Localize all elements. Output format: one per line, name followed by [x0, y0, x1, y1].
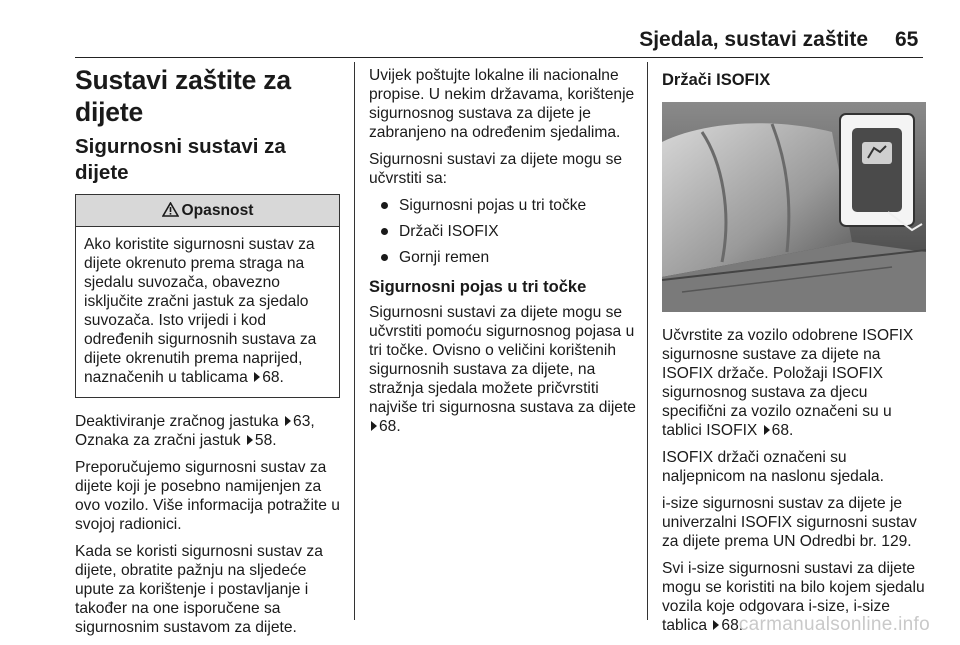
section-title: Sjedala, sustavi zaštite	[639, 28, 868, 51]
ref-label: Deaktiviranje zračnog jastuka	[75, 413, 279, 430]
warning-title: Opasnost	[181, 202, 254, 219]
column-3	[662, 64, 928, 643]
list-item-text: Sigurnosni pojas u tri točke	[399, 197, 587, 214]
paragraph: Preporučujemo sigurnosni sustav za dijete koji je posebno namijenjen za ovo vozilo. Više informacija potražite u svojoj radionici.	[75, 459, 340, 533]
subsection-heading: Sigurnosni pojas u tri točke	[369, 278, 587, 296]
warning-text: Ako koristite sigurnosni sustav za dijete okrenuto prema straga na sjedalu suvozača, obavezno isključite zračni jastuk za sjedalo suvozača. Isto vrijedi i kod određenih sigurnosnih sustava za dijete okrenutih prema naprijed, naznačenih u tablicama	[84, 236, 317, 386]
warning-header	[76, 195, 339, 227]
page-ref[interactable]: 68.	[721, 617, 744, 634]
page-ref-icon	[254, 372, 260, 382]
list-item	[369, 248, 637, 267]
warning-box	[75, 194, 340, 398]
paragraph-text: Svi i-size sigurnosni sustavi za dijete mogu se koristiti na bilo kojem sjedalu vozila koje odgovara i-size, i-size tablica	[662, 560, 925, 634]
bullet-icon	[381, 202, 388, 209]
watermark: carmanualsonline.info	[738, 614, 930, 635]
column-divider-1	[354, 62, 355, 620]
paragraph: i-size sigurnosni sustav za dijete je univerzalni ISOFIX sigurnosni sustav za dijete prema UN Odredbi br. 129.	[662, 495, 917, 550]
page-ref-icon	[713, 620, 719, 630]
page-ref-icon	[371, 421, 377, 431]
paragraph	[369, 303, 637, 436]
paragraph	[75, 412, 340, 450]
bullet-list	[369, 196, 637, 267]
paragraph: Kada se koristi sigurnosni sustav za dijete, obratite pažnju na sljedeće upute za korištenje i postavljanje i također na one isporučene sa sigurnosnim sustavom za dijete.	[75, 543, 323, 636]
chapter-heading: Sustavi zaštite za dijete	[75, 65, 291, 127]
page-ref[interactable]: 58.	[254, 432, 277, 449]
paragraph-text: Učvrstite za vozilo odobrene ISOFIX sigurnosne sustave za dijete na ISOFIX držače. Položaji ISOFIX sigurnosnog sustava za djecu specifični za vozilo označeni su u tablici ISOFIX	[662, 327, 914, 439]
column-2	[369, 66, 637, 444]
ref-label: Oznaka za zračni jastuk	[75, 432, 241, 449]
page-ref-icon	[764, 425, 770, 435]
header-rule	[75, 57, 923, 58]
paragraph: Sigurnosni sustavi za dijete mogu se učvrstiti sa:	[369, 151, 623, 187]
page-ref[interactable]: 68.	[379, 418, 401, 435]
column-divider-2	[647, 62, 648, 620]
paragraph: ISOFIX držači označeni su naljepnicom na naslonu sjedala.	[662, 449, 884, 485]
warning-body	[76, 227, 339, 397]
paragraph-text: Sigurnosni sustavi za dijete mogu se učvrstiti pomoću sigurnosnog pojasa u tri točke. Ovisno o veličini korištenih sigurnosnih sustava za dijete, na stražnja sjedala možete pričvrstiti najviše tri sigurnosna sustava za dijete	[369, 304, 636, 416]
bullet-icon	[381, 228, 388, 235]
page-ref-icon	[247, 435, 253, 445]
paragraph: Uvijek poštujte lokalne ili nacionalne propise. U nekim državama, korištenje sigurnosnog sustava za dijete je zabranjeno na određenim sjedalima.	[369, 67, 635, 141]
page-ref[interactable]: 68.	[771, 422, 794, 439]
page-ref[interactable]: 68.	[262, 369, 284, 386]
bullet-icon	[381, 254, 388, 261]
list-item	[369, 196, 637, 215]
subsection-heading: Držači ISOFIX	[662, 71, 771, 89]
isofix-seat-photo	[662, 102, 926, 312]
page-ref-icon	[285, 416, 291, 426]
column-1	[75, 60, 340, 645]
list-item	[369, 222, 637, 241]
list-item-text: Držači ISOFIX	[399, 223, 499, 240]
section-heading: Sigurnosni sustavi za dijete	[75, 135, 286, 184]
paragraph	[662, 326, 928, 440]
page-ref[interactable]: 63,	[293, 413, 315, 430]
warning-triangle-icon	[162, 202, 179, 217]
list-item-text: Gornji remen	[399, 249, 490, 266]
page-number: 65	[895, 28, 919, 51]
